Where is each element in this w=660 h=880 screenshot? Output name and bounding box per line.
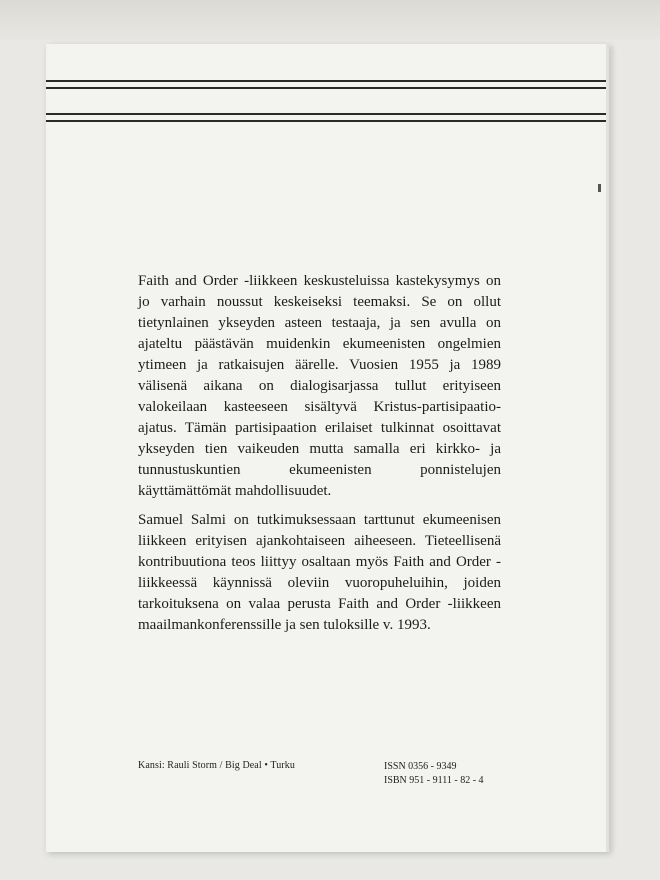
background — [0, 0, 660, 40]
cover-credit: Kansi: Rauli Storm / Big Deal • Turku — [138, 760, 295, 771]
isbn-number: ISBN 951 - 9111 - 82 - 4 — [384, 775, 484, 786]
top-rule-3 — [46, 113, 606, 115]
book-back-cover — [46, 44, 609, 852]
blurb-text-1: Faith and Order -liikkeen keskusteluissa kastekysymys on jo varhain noussut keskeiseksi teemaksi. Se on ollut tietynlainen ykseyden asteen testaaja, ja sen avulla on ajateltu päästävän muidenkin ekumeenisten ongelmien ytimeen ja ratkaisujen äärelle. Vuosien 1955 ja 1989 välisenä aikana on dialogisarjassa tullut erityiseen valokeilaan kasteeseen sisältyvä Kristus-partisipaatio-ajatus. Tämän partisipaation erilaiset tulkinnat osoittavat ykseyden tien vaikeuden mutta samalla eri kirkko- ja tunnustuskuntien ekumeenisten ponnistelujen käyttämättömät mahdollisuudet. — [138, 273, 501, 499]
blurb-paragraph-1 — [138, 271, 501, 502]
blurb-text-2: Samuel Salmi on tutkimuksessaan tarttunut ekumeenisen liikkeen erityisen ajankohtaiseen aiheeseen. Tieteellisenä kontribuutiona teos liittyy osaltaan myös Faith and Order -liikkeessä käynnissä oleviin vuoropuheluihin, joiden tarkoituksena on valaa perusta Faith and Order -liikkeen maailmankonferenssille ja sen tuloksille v. 1993. — [138, 512, 501, 633]
edge-mark — [598, 184, 601, 192]
top-rule-2 — [46, 87, 606, 89]
issn-number: ISSN 0356 - 9349 — [384, 761, 457, 772]
top-rule-4 — [46, 120, 606, 122]
top-rule-1 — [46, 80, 606, 82]
blurb-paragraph-2 — [138, 510, 501, 636]
publication-ids — [384, 760, 484, 788]
